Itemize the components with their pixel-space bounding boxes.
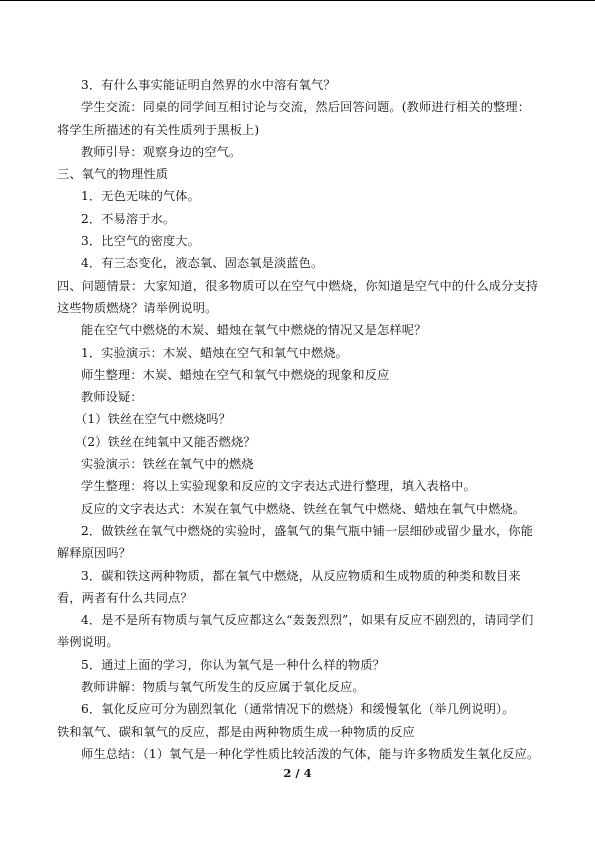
list-item: 1．实验演示：木炭、蜡烛在空气和氧气中燃烧。 — [81, 345, 348, 360]
list-item: （2）铁丝在纯氧中又能否燃烧？ — [75, 434, 256, 449]
list-item: 3．比空气的密度大。 — [81, 234, 200, 249]
document-body — [57, 74, 542, 765]
list-item: 5．通过上面的学习，你认为氧气是一种什么样的物质？ — [81, 657, 386, 672]
page-number: 2 / 4 — [283, 766, 312, 780]
list-item: 6．氧化反应可分为剧烈氧化（通常情况下的燃烧）和缓慢氧化（举几例说明）。 — [81, 702, 515, 717]
paragraph: 反应的文字表达式：木炭在氧气中燃烧、铁丝在氧气中燃烧、蜡烛在氧气中燃烧。 — [81, 501, 526, 516]
list-item: 2．做铁丝在氧气中燃烧的实验时，盛氧气的集气瓶中铺一层细砂或留少量水，你能解释原因吗？ — [57, 523, 534, 561]
section-heading: 三、氧气的物理性质 — [57, 167, 169, 182]
list-item: 2．不易溶于水。 — [81, 211, 176, 226]
section-heading: 四、问题情景：大家知道，很多物质可以在空气中燃烧，你知道是空气中的什么成分支持这些物质燃烧？请举例说明。 — [57, 278, 539, 315]
list-item: 1．无色无味的气体。 — [81, 189, 200, 204]
list-item: 4．是不是所有物质与氧气反应都这么“轰轰烈烈”，如果有反应不剧烈的，请同学们举例说明。 — [57, 613, 534, 650]
list-item: （1）铁丝在空气中燃烧吗？ — [75, 412, 231, 427]
list-item: 4．有三态变化，液态氧、固态氧是淡蓝色。 — [81, 256, 324, 271]
paragraph: 3．有什么事实能证明自然界的水中溶有氧气？ — [81, 78, 336, 92]
paragraph: 师生整理：木炭、蜡烛在空气和氧气中燃烧的现象和反应 — [81, 367, 390, 382]
list-item: 3．碳和铁这两种物质，都在氧气中燃烧，从反应物质和生成物质的种类和数目来看，两者有什么共同点？ — [57, 568, 521, 605]
paragraph: 实验演示：铁丝在氧气中的燃烧 — [81, 457, 254, 472]
paragraph: 师生总结：（1）氧气是一种化学性质比较活泼的气体，能与许多物质发生氧化反应。 — [81, 746, 540, 761]
paragraph: 学生交流：同桌的同学间互相讨论与交流，然后回答问题。(教师进行相关的整理：将学生所描述的有关性质列于黑板上) — [57, 100, 531, 137]
paragraph: 学生整理：将以上实验现象和反应的文字表达式进行整理，填入表格中。 — [81, 479, 476, 494]
paragraph: 能在空气中燃烧的木炭、蜡烛在氧气中燃烧的情况又是怎样呢？ — [81, 323, 427, 338]
paragraph: 铁和氧气、碳和氧气的反应，都是由两种物质生成一种物质的反应 — [57, 724, 415, 739]
paragraph: 教师讲解：物质与氧气所发生的反应属于氧化反应。 — [81, 680, 365, 695]
header-rule — [0, 0, 595, 1]
paragraph: 教师引导：观察身边的空气。 — [81, 144, 242, 159]
paragraph: 教师设疑： — [81, 390, 143, 405]
